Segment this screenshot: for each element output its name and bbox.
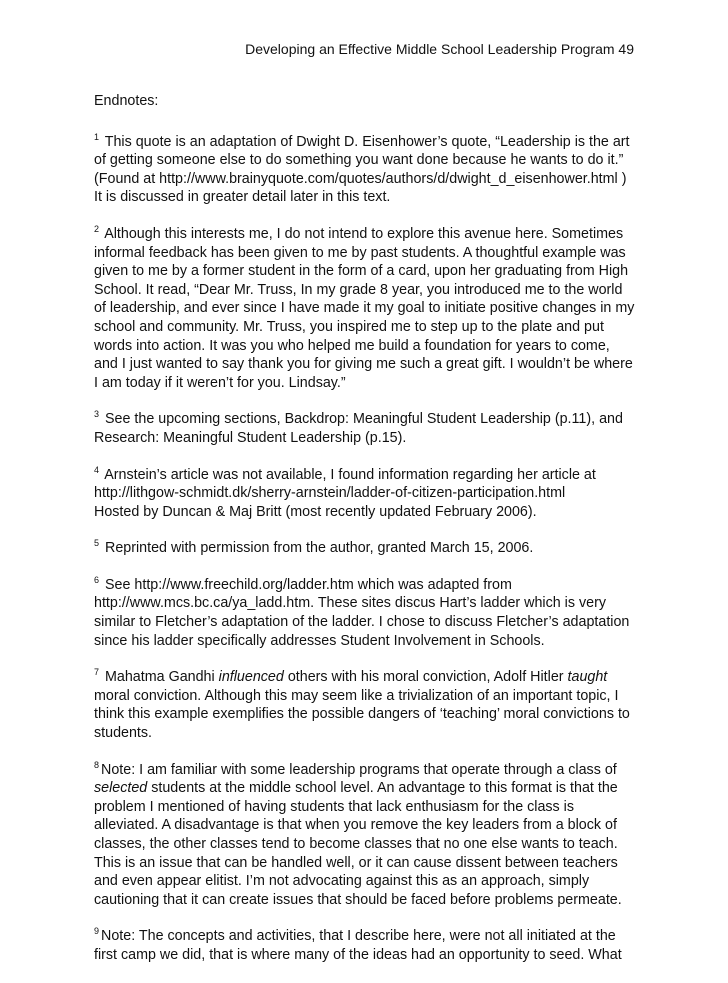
endnote-line: given to me by a former student in the form of a card, upon her graduating from High [94, 263, 629, 280]
endnote-8 [94, 761, 642, 910]
endnote-line: students. [94, 725, 153, 742]
endnote-1 [94, 133, 642, 207]
endnote-line: School. It read, “Dear Mr. Truss, In my grade 8 year, you introduced me to the world [94, 281, 623, 298]
endnote-7 [94, 668, 642, 742]
endnote-5 [94, 539, 642, 558]
endnote-line: $^9$ Note: The concepts and activities, that I describe here, were not all initiated at the [94, 926, 616, 945]
endnote-line: I am today if it weren’t for you. Lindsay.” [94, 374, 346, 391]
endnote-number: 4 [94, 464, 100, 475]
endnote-line: since his ladder specifically addresses Student Involvement in Schools. [94, 632, 545, 649]
endnote-line: (Found at http://www.brainyquote.com/quotes/authors/d/dwight_d_eisenhower.html ) [94, 170, 627, 187]
endnote-2 [94, 225, 642, 392]
endnote-number: 3 [94, 409, 100, 420]
endnote-number: 5 [94, 538, 100, 549]
endnote-line: $^3$ See the upcoming sections, Backdrop: Meaningful Student Leadership (p.11), and [94, 409, 623, 428]
endnote-9 [94, 927, 642, 964]
endnote-line: words into action. It was you who helped me build a foundation for years to come, [94, 337, 610, 354]
endnote-line: problem I mentioned of having students that lack enthusiasm for the class is [94, 798, 574, 815]
endnote-line: school and community. Mr. Truss, you inspired me to step up to the plate and put [94, 318, 604, 335]
endnotes-section [94, 92, 642, 983]
endnote-line: $^2$ Although this interests me, I do not intend to explore this avenue here. Sometimes [94, 223, 624, 242]
endnote-line: Hosted by Duncan & Maj Britt (most recently updated February 2006). [94, 503, 537, 520]
endnote-line: $^5$ Reprinted with permission from the author, granted March 15, 2006. [94, 538, 534, 557]
endnote-line: similar to Fletcher’s adaptation of the ladder. I chose to discuss Fletcher’s adaptation [94, 614, 630, 631]
endnote-line: classes, the other classes tend to become classes that no one else wants to teach. [94, 836, 618, 852]
endnote-number: 6 [94, 574, 100, 585]
endnote-link: http://lithgow-schmidt.dk/sherry-arnstein/ladder-of-citizen-participation.html [94, 485, 566, 502]
endnote-line: $^4$ Arnstein’s article was not available, I found information regarding her article at [94, 464, 596, 483]
endnote-line: of leadership, and ever since I have made it my goal to initiate positive changes in my [94, 300, 635, 317]
endnote-line: informal feedback has been given to me by past students. A thoughtful example was [94, 244, 626, 261]
endnote-line: moral conviction. Although this may seem like a trivialization of an important topic, I [94, 687, 619, 704]
endnote-number: 7 [94, 667, 100, 678]
endnote-line: This is an issue that can be handled well, or it can cause dissent between teachers [94, 854, 618, 871]
endnote-line: Research: Meaningful Student Leadership (p.15). [94, 429, 407, 446]
endnote-number: 2 [94, 223, 100, 234]
endnote-line: and I just wanted to say thank you for giving me such a great gift. I wouldn’t be where [94, 356, 633, 373]
endnote-number: 8 [94, 759, 100, 770]
endnote-4 [94, 466, 642, 522]
endnote-line: $^8$ Note: I am familiar with some leadership programs that operate through a class of [94, 759, 617, 778]
endnote-line: http://www.mcs.bc.ca/ya_ladd.htm. These sites discus Hart’s ladder which is very [94, 595, 606, 612]
emphasis: selected [94, 780, 148, 797]
endnote-line: first camp we did, that is where many of the ideas had an opportunity to seed. What [94, 946, 622, 963]
endnote-line: cautioning that it can create issues that should be faced before problems permeate. [94, 891, 622, 908]
endnote-line: It is discussed in greater detail later in this text. [94, 189, 391, 206]
endnote-line: of getting someone else to do something you want done because he wants to do it.” [94, 152, 624, 169]
running-header: Developing an Effective Middle School Leadership Program 49 [245, 41, 634, 57]
endnote-line: selected students at the middle school level. An advantage to this format is that the [94, 780, 618, 797]
endnote-line: think this example exemplifies the possible dangers of ‘teaching’ moral convictions to [94, 706, 630, 723]
endnote-6 [94, 576, 642, 650]
endnote-line: alleviated. A disadvantage is that when you remove the key leaders from a block of [94, 817, 617, 834]
endnote-number: 9 [94, 926, 100, 937]
emphasis: influenced [218, 669, 284, 686]
endnote-line: and even appear elitist. I’m not advocating against this as an approach, simply [94, 873, 590, 890]
endnote-line: $^7$ Mahatma Gandhi influenced others with his moral conviction, Adolf Hitler taught [94, 667, 608, 686]
emphasis: taught [567, 669, 608, 686]
endnote-number: 1 [94, 131, 100, 142]
endnote-line: $^1$ This quote is an adaptation of Dwight D. Eisenhower’s quote, “Leadership is the art [94, 131, 630, 150]
endnote-line: $^6$ See http://www.freechild.org/ladder.htm which was adapted from [94, 574, 512, 593]
endnotes-heading: Endnotes: [94, 93, 159, 109]
endnote-3 [94, 410, 642, 447]
